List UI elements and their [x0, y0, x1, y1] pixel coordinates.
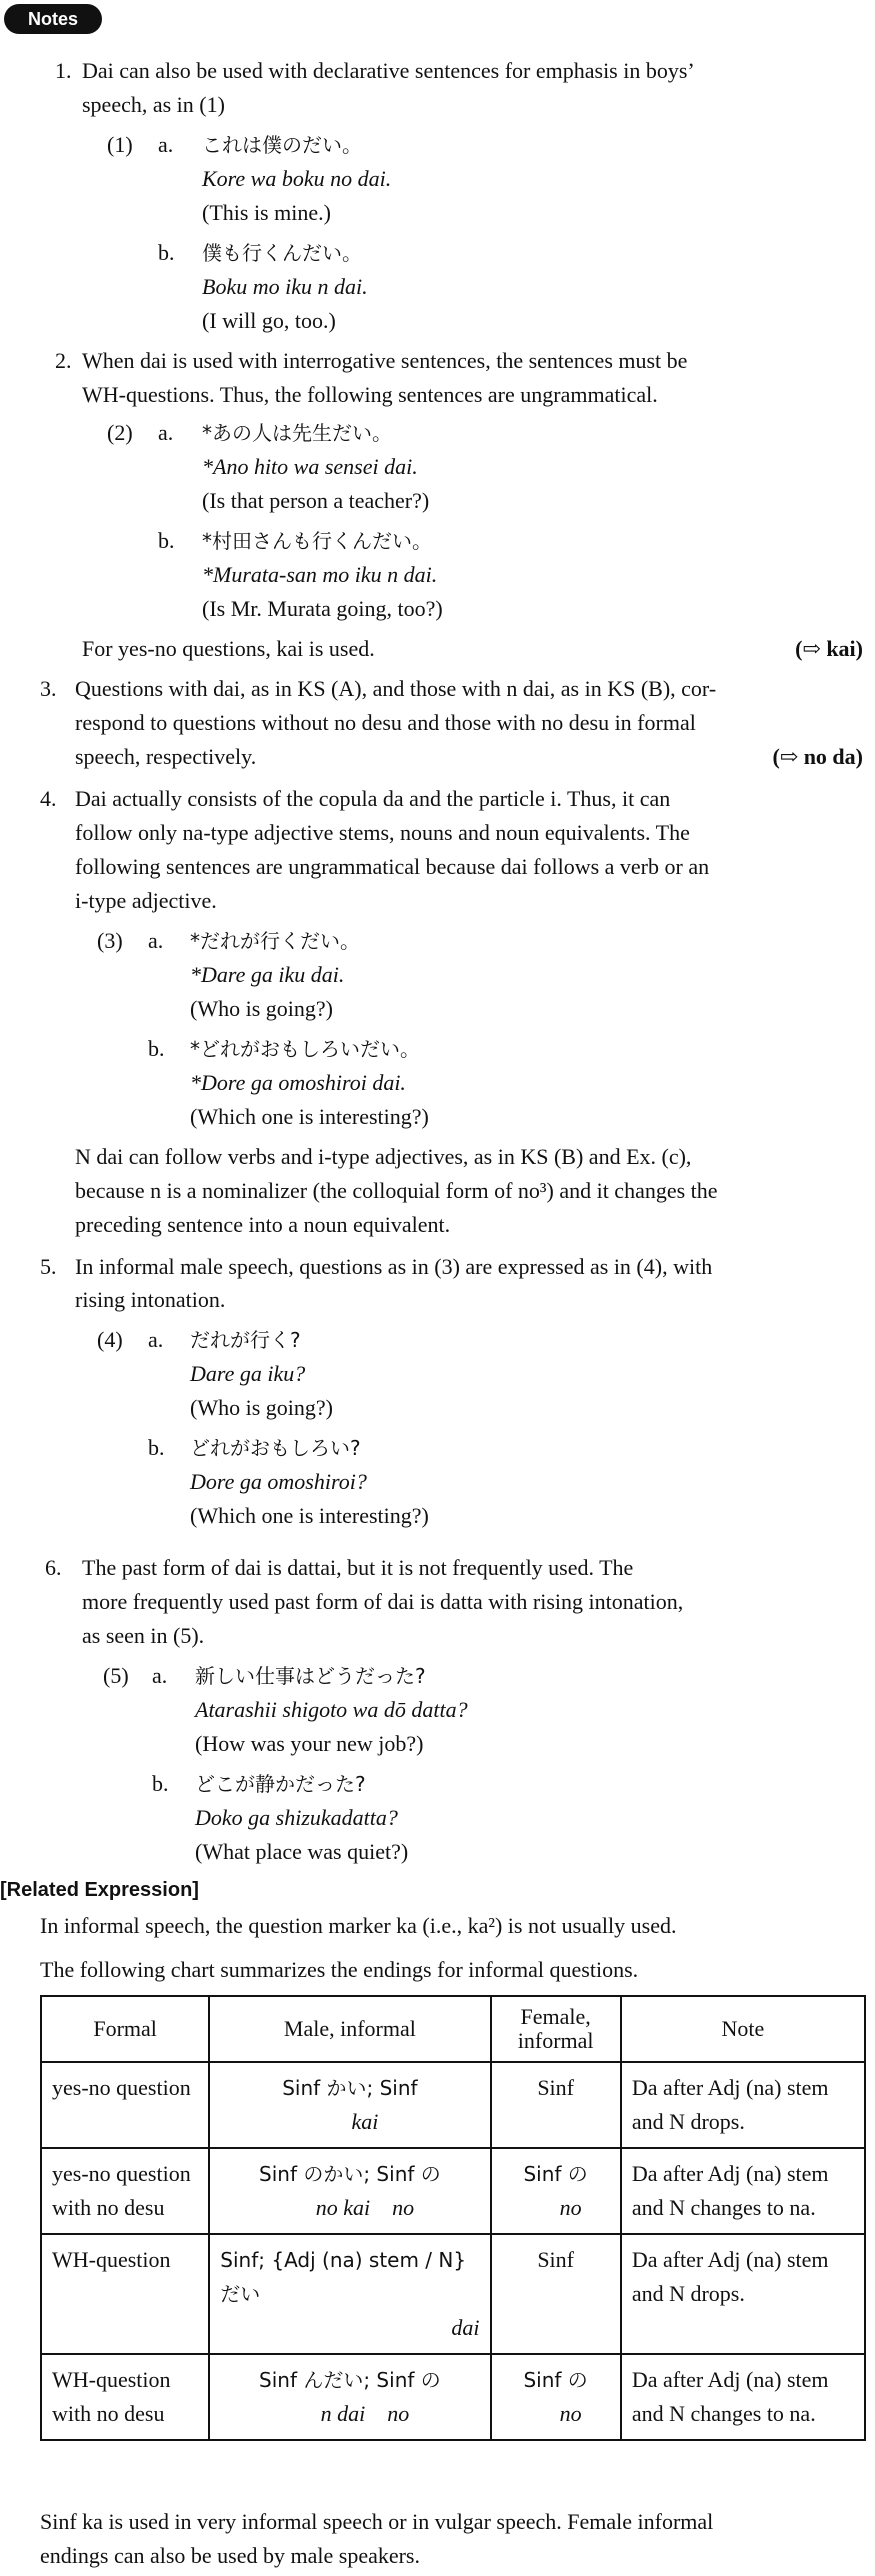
note-text-line: following sentences are ungrammatical because dai follows a verb or an	[75, 854, 710, 879]
note-text-line: because n is a nominalizer (the colloquial form of no³) and it changes the	[75, 1178, 718, 1203]
example-label: a.	[152, 1663, 168, 1688]
example-japanese: どれがおもしろい?	[190, 1436, 361, 1460]
example-number: (3)	[97, 928, 123, 953]
example-japanese: これは僕のだい。	[202, 133, 362, 157]
example-translation: (How was your new job?)	[195, 1731, 424, 1756]
male-ending-romaji: dai	[451, 2315, 480, 2340]
example-japanese: どこが静かだった?	[195, 1772, 366, 1796]
table-cell-male	[209, 2148, 490, 2234]
table-cell-male	[209, 2062, 490, 2148]
table-header-cell: Formal	[41, 1996, 209, 2062]
example-japanese: *村田さんも行くんだい。	[202, 529, 432, 553]
example-label: a.	[158, 420, 174, 445]
male-ending-romaji: n dai no	[320, 2401, 410, 2426]
note-text-line: For yes-no questions, kai is used.	[82, 636, 375, 661]
notes-badge: Notes	[4, 4, 102, 34]
table-cell-formal: yes-no question	[41, 2062, 209, 2148]
example-japanese: *だれが行くだい。	[190, 929, 360, 953]
note-text-line: respond to questions without no desu and those with no desu in formal	[75, 710, 696, 735]
note-text-line: When dai is used with interrogative sentences, the sentences must be	[82, 348, 688, 373]
example-label: b.	[152, 1771, 169, 1796]
example-japanese: 僕も行くんだい。	[202, 241, 362, 265]
table-cell-female	[491, 2234, 621, 2354]
example-label: b.	[158, 240, 175, 265]
note-text-line: preceding sentence into a noun equivalent.	[75, 1212, 451, 1237]
footer-text-line: Sinf ka is used in very informal speech or in vulgar speech. Female informal	[40, 2509, 714, 2534]
note-number: 1.	[55, 58, 72, 83]
female-ending-romaji: no	[559, 2401, 582, 2426]
note-text-line: speech, respectively.	[75, 744, 257, 769]
example-label: b.	[148, 1435, 165, 1460]
example-translation: (Which one is interesting?)	[190, 1503, 429, 1528]
example-label: b.	[158, 528, 175, 553]
male-ending-romaji: no kai no	[315, 2195, 415, 2220]
note-text-line: speech, as in (1)	[82, 92, 225, 117]
table-cell-male	[209, 2354, 490, 2440]
example-translation: (Is Mr. Murata going, too?)	[202, 596, 443, 621]
example-japanese: だれが行く?	[190, 1328, 301, 1352]
example-number: (2)	[107, 420, 133, 445]
cross-reference-link[interactable]: (⇨ no da)	[772, 744, 863, 769]
note-number: 6.	[45, 1555, 62, 1580]
female-ending: Sinf	[537, 2075, 574, 2100]
example-translation: (Who is going?)	[190, 1395, 333, 1420]
female-ending: Sinf の	[523, 2162, 588, 2186]
male-ending: Sinf かい; Sinf	[282, 2076, 418, 2100]
female-ending: Sinf の	[523, 2368, 588, 2392]
note-number: 5.	[40, 1254, 57, 1279]
note-text-line: The past form of dai is dattai, but it is not frequently used. The	[82, 1555, 634, 1580]
footer-text-line: endings can also be used by male speakers.	[40, 2543, 420, 2568]
table-cell-formal: yes-no question with no desu	[41, 2148, 209, 2234]
example-japanese: 新しい仕事はどうだった?	[195, 1664, 426, 1688]
note-text-line: as seen in (5).	[82, 1623, 205, 1648]
male-ending: Sinf んだい; Sinf の	[259, 2368, 441, 2392]
example-romaji: *Murata-san mo iku n dai.	[202, 562, 438, 587]
example-label: a.	[148, 1327, 164, 1352]
note-number: 3.	[40, 676, 57, 701]
table-cell-female	[491, 2354, 621, 2440]
table-cell-formal: WH-question	[41, 2234, 209, 2354]
example-romaji: Atarashii shigoto wa dō datta?	[195, 1697, 468, 1722]
male-ending: Sinf; {Adj (na) stem / N} だい	[220, 2248, 467, 2306]
table-cell-female	[491, 2062, 621, 2148]
note-text-line: follow only na-type adjective stems, nouns and noun equivalents. The	[75, 820, 690, 845]
example-romaji: Dare ga iku?	[190, 1361, 306, 1386]
example-translation: (I will go, too.)	[202, 308, 336, 333]
example-romaji: Kore wa boku no dai.	[202, 166, 392, 191]
example-japanese: *どれがおもしろいだい。	[190, 1037, 420, 1061]
example-romaji: Boku mo iku n dai.	[202, 274, 368, 299]
note-text-line: i-type adjective.	[75, 888, 217, 913]
example-label: b.	[148, 1036, 165, 1061]
note-number: 4.	[40, 786, 57, 811]
note-text-line: N dai can follow verbs and i-type adjectives, as in KS (B) and Ex. (c),	[75, 1144, 692, 1169]
example-translation: (Who is going?)	[190, 996, 333, 1021]
table-header-cell: Female, informal	[491, 1996, 621, 2062]
example-translation: (This is mine.)	[202, 200, 331, 225]
example-romaji: *Ano hito wa sensei dai.	[202, 454, 418, 479]
note-text-line: Dai can also be used with declarative sentences for emphasis in boys’	[82, 58, 695, 83]
note-text-line: rising intonation.	[75, 1288, 226, 1312]
example-romaji: Dore ga omoshiroi?	[190, 1469, 367, 1494]
table-row	[41, 2062, 865, 2148]
table-cell-note: Da after Adj (na) stem and N drops.	[621, 2234, 865, 2354]
female-ending-romaji: no	[559, 2195, 582, 2220]
example-translation: (Is that person a teacher?)	[202, 488, 430, 513]
note-text-line: WH-questions. Thus, the following sentences are ungrammatical.	[82, 382, 658, 407]
female-ending: Sinf	[537, 2247, 574, 2272]
related-text-line: The following chart summarizes the endings for informal questions.	[40, 1957, 639, 1982]
note-number: 2.	[55, 348, 72, 373]
section-heading: [Related Expression]	[0, 1879, 199, 1901]
example-number: (5)	[103, 1663, 129, 1688]
table-header-cell: Male, informal	[209, 1996, 490, 2062]
table-header-row	[41, 1996, 865, 2062]
table-cell-note: Da after Adj (na) stem and N drops.	[621, 2062, 865, 2148]
example-translation: (Which one is interesting?)	[190, 1104, 429, 1129]
informal-question-endings-table	[40, 1995, 866, 2441]
example-romaji: *Dare ga iku dai.	[190, 962, 345, 987]
table-cell-female	[491, 2148, 621, 2234]
table-row	[41, 2234, 865, 2354]
example-romaji: *Dore ga omoshiroi dai.	[190, 1070, 406, 1095]
table-row	[41, 2148, 865, 2234]
table-cell-note: Da after Adj (na) stem and N changes to na.	[621, 2148, 865, 2234]
example-label: a.	[158, 132, 174, 157]
table-cell-male	[209, 2234, 490, 2354]
table-cell-note: Da after Adj (na) stem and N changes to na.	[621, 2354, 865, 2440]
example-japanese: *あの人は先生だい。	[202, 421, 392, 445]
note-text-line: more frequently used past form of dai is datta with rising intonation,	[82, 1589, 684, 1614]
cross-reference-link[interactable]: (⇨ kai)	[795, 636, 863, 661]
example-number: (1)	[107, 132, 133, 157]
table-cell-formal: WH-question with no desu	[41, 2354, 209, 2440]
male-ending-romaji: kai	[351, 2109, 379, 2134]
table-row	[41, 2354, 865, 2440]
example-translation: (What place was quiet?)	[195, 1839, 409, 1864]
male-ending: Sinf のかい; Sinf の	[259, 2162, 441, 2186]
related-text-line: In informal speech, the question marker ka (i.e., ka²) is not usually used.	[40, 1913, 677, 1938]
example-romaji: Doko ga shizukadatta?	[195, 1805, 398, 1830]
example-number: (4)	[97, 1327, 123, 1352]
table-header-cell: Note	[621, 1996, 865, 2062]
note-text-line: Dai actually consists of the copula da and the particle i. Thus, it can	[75, 786, 671, 811]
note-text-line: In informal male speech, questions as in (3) are expressed as in (4), with	[75, 1254, 713, 1279]
example-label: a.	[148, 928, 164, 953]
note-text-line: Questions with dai, as in KS (A), and those with n dai, as in KS (B), cor-	[75, 676, 717, 701]
